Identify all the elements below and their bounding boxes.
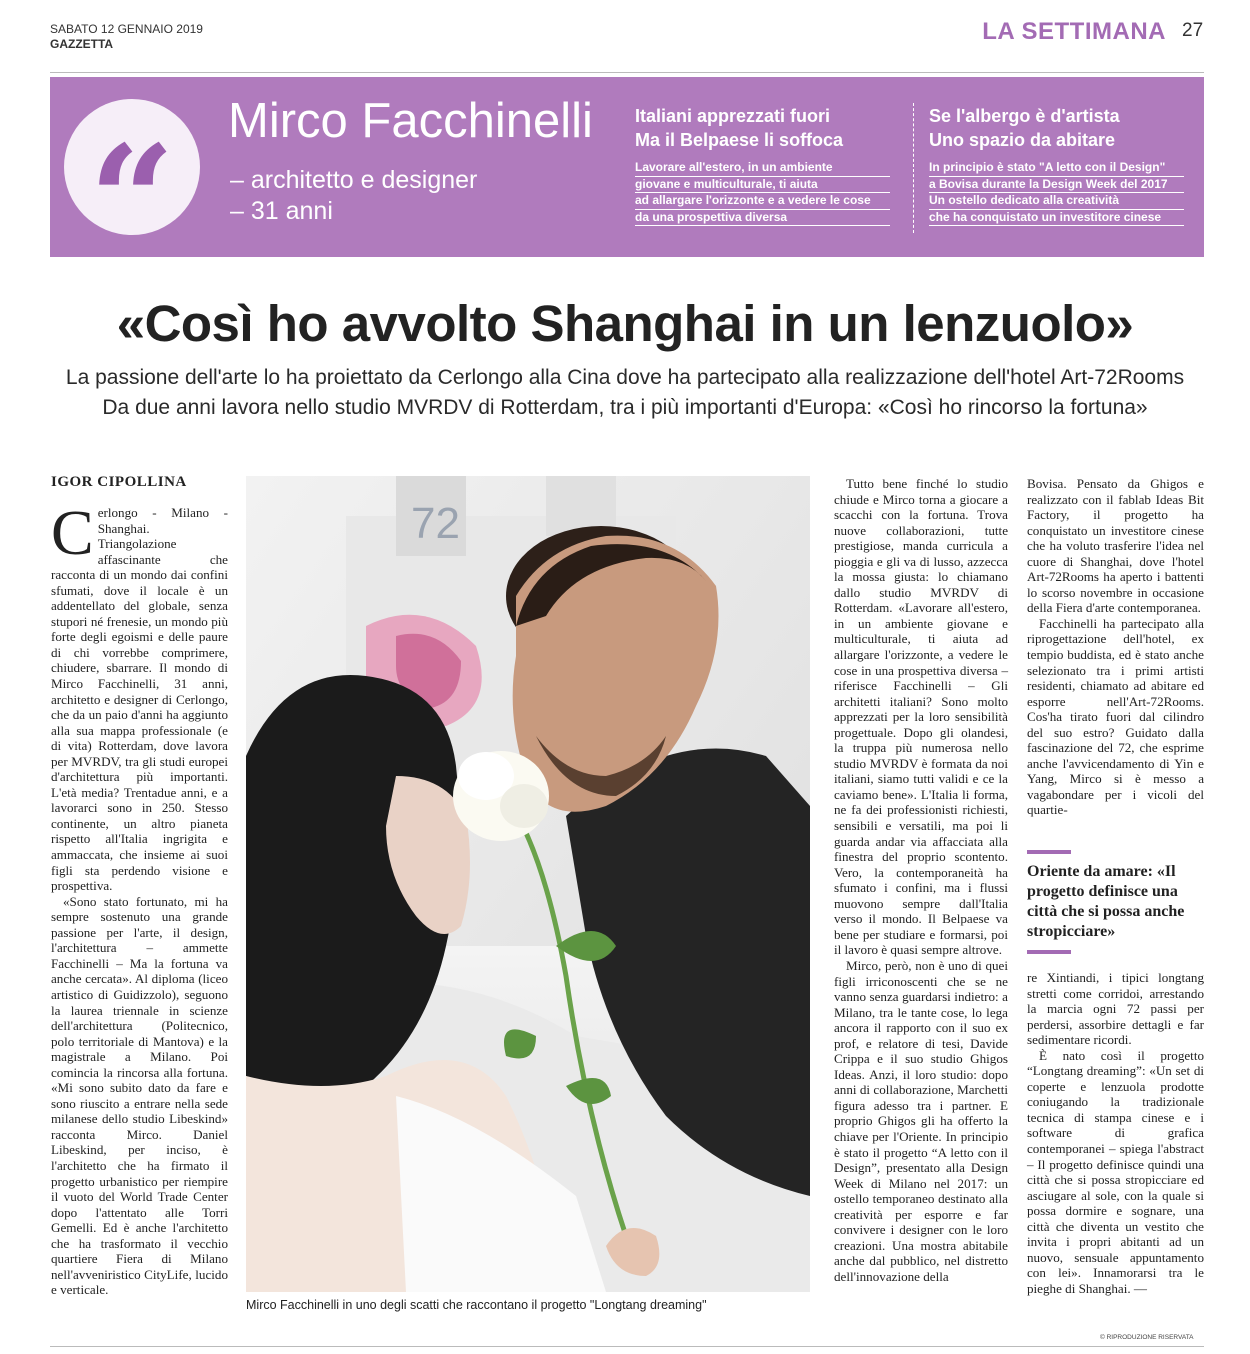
paragraph: Facchinelli ha partecipato alla riprogettazione dell'hotel, ex tempio buddista, ed è stato anche selezionato tra i primi artisti residenti, chiamato ad abitare ed esporre nell'Art-72Rooms. Cos'ha tirato fuori dal cilindro del suo estro? Guidato dalla fascinazione del 72, che esprime anche l'avvicendamento di Yin e Yang, Mirco si è messo a vagabondare per i vicoli del quartie-	[1027, 615, 1204, 818]
newspaper-name: GAZZETTA	[50, 37, 114, 51]
highlight-line: che ha conquistato un investitore cinese	[929, 210, 1184, 227]
article-column-1	[51, 497, 228, 1298]
highlight-text	[929, 160, 1184, 226]
paragraph: Mirco, però, non è uno di quei figli irriconoscenti che se ne vanno senza guardarsi indietro: a Milano, tra le tante cose, lo lega ancora il rapporto con il suo ex prof, e relatore di tesi, Davide Crippa e il suo studio Ghigos Ideas. Anzi, il loro studio: dopo anni di collaborazione, Marchetti figura adesso tra i partner. E proprio Ghigos gli ha offerto la chiave per l'Oriente. In principio è stato il progetto “A letto con il Design”, presentato alla Design Week di Milano nel 2017: un ostello temporaneo destinato alla creatività per esporre e far convivere i designer con le loro creazioni. Una mostra abitabile anche dal pubblico, nel distretto dell'innovazione della	[834, 957, 1008, 1284]
article-column-3-top	[1027, 476, 1204, 818]
profile-name: Mirco Facchinelli	[228, 94, 593, 148]
paragraph: È nato così il progetto “Longtang dreaming”: «Un set di coperte e lenzuola prodotte coniugando la tradizionale tecnica di stampa cinese e i software di grafica contemporanei – spiega l'abstract – Il progetto definisce quindi una città che si possa stropicciare ed asciugare al sole, con la quale si possa dormire e sognare, una città che diventa un vestito che invita i propri abitanti ad un nuovo, sensuale appuntamento con lei». Innamorarsi tra le pieghe di Shanghai. —	[1027, 1047, 1204, 1296]
paragraph: erlongo - Milano - Shanghai. Triangolazione affascinante che racconta di un mondo dai confini sfumati, dove il locale è un addentellato del globale, senza stupori né frenesie, un mondo più forte degli egoismi e delle paure di chi vorrebbe comprimere, chiudere, sbarrare. Il mondo di Mirco Facchinelli, 31 anni, architetto e designer di Cerlongo, che da un paio d'anni ha aggiunto alla sua mappa professionale (e di vita) Rotterdam, dove lavora per MVRDV, tra gli studi europei d'architettura più importanti. L'età media? Trentadue anni, e a lavorarci sono in 250. Stesso continente, un altro pianeta rispetto all'Italia ingrigita e ammaccata, che insieme ai suoi figli sta perdendo visione e prospettiva.	[51, 505, 228, 894]
highlight-line: da una prospettiva diversa	[635, 210, 890, 227]
pullquote-rule-top	[1027, 850, 1071, 854]
highlight-text	[635, 160, 890, 226]
quote-mark-icon: “	[88, 113, 176, 289]
paragraph: Bovisa. Pensato da Ghigos e realizzato con il fablab Ideas Bit Factory, il progetto ha conquistato un investitore cinese che ha voluto trasferire l'idea nel cuore di Shanghai, dove l'hotel Art-72Rooms ha aperto i battenti lo scorso novembre in occasione della Fiera d'arte contemporanea.	[1027, 476, 1204, 616]
copyright-notice: © RIPRODUZIONE RISERVATA	[1100, 1334, 1194, 1341]
paragraph: Tutto bene finché lo studio chiude e Mirco torna a giocare a scacchi con la fortuna. Trova nuove collaborazioni, tutte prestigiose, manda curricula a pioggia e gli va di lusso, azzecca la mossa giusta: lo chiamano dallo studio MVRDV di Rotterdam. «Lavorare all'estero, in un ambiente giovane e multiculturale, ti aiuta ad allargare l'orizzonte, a vedere le cose in una prospettiva diversa – riferisce Facchinelli – Gli architetti italiani? Sono molto apprezzati per la loro sensibilità progettuale. Dopo gli olandesi, la truppa più numerosa nello studio MVRDV è formata da noi italiani, siamo tutti validi e ce la caviamo bene». L'Italia li forma, ne fa dei professionisti richiesti, sensibili e versatili, ma poi li guarda andar via affacciata alla finestra del proprio scontento. Vero, la contemporaneità ha sfumato i confini, ma i flussi muovono sempre dall'Italia verso il mondo. Il Belpaese va bene per studiare e formarsi, poi il lavoro è quasi sempre altrove.	[834, 476, 1008, 958]
highlight-box-italiani	[635, 104, 890, 226]
footer-divider	[50, 1346, 1204, 1347]
highlight-title: Italiani apprezzati fuori	[635, 106, 831, 126]
banner-divider	[913, 103, 914, 233]
byline: IGOR CIPOLLINA	[51, 474, 187, 490]
photo-illustration	[246, 476, 810, 1292]
highlight-title: Ma il Belpaese li soffoca	[635, 130, 844, 150]
photo-caption: Mirco Facchinelli in uno degli scatti che raccontano il progetto "Longtang dreaming"	[246, 1298, 707, 1312]
profile-age: – 31 anni	[230, 197, 333, 225]
paragraph: «Sono stato fortunato, mi ha sempre sostenuto una grande passione per l'arte, il design, l'architettura – ammette Facchinelli – Ma la fortuna va anche cercata». Al diploma (liceo artistico di Guidizzolo), seguono la laurea triennale in scienze dell'architettura (Politecnico, polo territoriale di Mantova) e la magistrale a Milano. Poi comincia la rincorsa alla fortuna. «Mi sono subito dato da fare e sono riuscito a entrare nella sede milanese dello studio Libeskind» racconta Mirco. Daniel Libeskind, per inciso, è l'architetto che ha firmato il progetto urbanistico per riempire il vuoto del World Trade Center dopo l'attentato alle Torri Gemelli. Ed è anche l'architetto che ha trasformato il vecchio quartiere Fiera di Milano nell'avveniristico CityLife, lucido e verticale.	[51, 893, 228, 1298]
article-photo	[246, 476, 810, 1292]
dropcap: C	[51, 497, 94, 568]
article-column-3-bottom	[1027, 970, 1204, 1296]
article-column-2	[834, 476, 1008, 1284]
header-divider	[50, 72, 1204, 73]
highlight-title: Uno spazio da abitare	[929, 130, 1116, 150]
pullquote-rule-bottom	[1027, 950, 1071, 954]
highlight-box-albergo	[929, 104, 1184, 226]
article-deck-line-2: Da due anni lavora nello studio MVRDV di Rotterdam, tra i più importanti d'Europa: «Così ho rincorso la fortuna»	[102, 396, 1148, 419]
pullquote: Oriente da amare: «Il progetto definisce una città che si possa anche stropicciare»	[1027, 863, 1185, 940]
article-deck-line-1: La passione dell'arte lo ha proiettato da Cerlongo alla Cina dove ha partecipato alla realizzazione dell'hotel Art-72Rooms	[65, 366, 1185, 389]
wall-number: 72	[411, 499, 460, 548]
highlight-line: Lavorare all'estero, in un ambiente	[635, 160, 890, 177]
highlight-title: Se l'albergo è d'artista	[929, 106, 1120, 126]
highlight-line: Un ostello dedicato alla creatività	[929, 193, 1184, 210]
issue-date: SABATO 12 GENNAIO 2019	[50, 22, 203, 36]
page-number: 27	[1182, 20, 1204, 41]
article-headline: «Così ho avvolto Shanghai in un lenzuolo»	[116, 295, 1134, 352]
highlight-line: giovane e multiculturale, ti aiuta	[635, 177, 890, 194]
section-title: LA SETTIMANA	[982, 18, 1166, 45]
highlight-line: ad allargare l'orizzonte e a vedere le cose	[635, 193, 890, 210]
highlight-line: In principio è stato "A letto con il Design"	[929, 160, 1184, 177]
profile-role: – architetto e designer	[230, 166, 478, 194]
highlight-line: a Bovisa durante la Design Week del 2017	[929, 177, 1184, 194]
paragraph: re Xintiandi, i tipici longtang stretti come corridoi, arrestando la marcia ogni 72 passi per perdersi, assorbire dettagli e far sedimentare ricordi.	[1027, 970, 1204, 1048]
